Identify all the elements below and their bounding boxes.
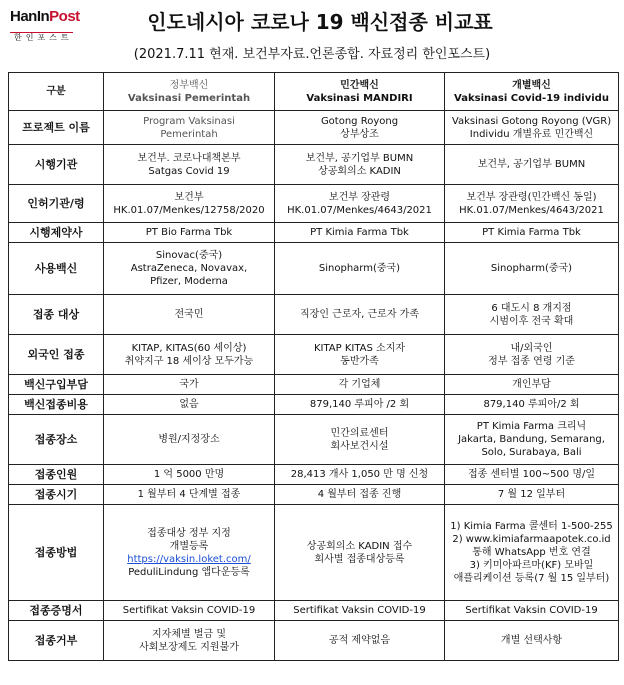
cell: 접종 센터별 100~500 명/일 [445,465,619,485]
header-individual-ko: 개별백신 [512,79,551,91]
cell-line: 내/외국인 [510,342,553,354]
table-row [9,465,619,485]
cell [275,185,445,223]
row-label-timing: 접종시기 [9,485,104,505]
cell: 각 기업체 [275,375,445,395]
page-subtitle: (2021.7.11 현재. 보건부자료.언론종합. 자료정리 한인포스트) [133,47,491,62]
cell-line: Jakarta, Bandung, Semarang, [458,434,605,445]
row-label-program: 프로젝트 이름 [9,111,104,145]
table-row [9,243,619,295]
cell: 879,140 루피아 /2 회 [275,395,445,415]
cell [275,145,445,185]
table-row [9,485,619,505]
hanin-post-logo [10,8,110,42]
cell-line: 민간의료센터 [330,427,389,439]
cell-line: Program Vaksinasi [143,115,235,127]
row-label-target: 접종 대상 [9,295,104,335]
header-government-vaccine [104,73,275,111]
table-row [9,601,619,621]
header-government-id: Vaksinasi Pemerintah [127,92,251,104]
cell-line: 동반가족 [340,355,379,367]
logo-text-b: Post [49,8,80,25]
cell-line: 2) www.kimiafarmaapotek.co.id [452,534,611,545]
cell: 879,140 루피아/2 회 [445,395,619,415]
row-label-cost: 백신접종비용 [9,395,104,415]
cell-line: 1) Kimia Farma 콜센터 1-500-255 [450,521,613,532]
cell: 개인부담 [445,375,619,395]
cell [104,111,275,145]
table-row [9,111,619,145]
row-label-approval: 인허기관/령 [9,185,104,223]
row-label-foreigner: 외국인 접종 [9,335,104,375]
cell-line: 취약지구 18 세이상 모두가능 [124,355,254,367]
cell: PT Kimia Farma Tbk [275,223,445,243]
cell: 개별 선택사항 [445,621,619,661]
cell [104,335,275,375]
comparison-table [8,72,619,661]
cell-line: Pfizer, Moderna [150,276,228,287]
row-label-certificate: 접종증명서 [9,601,104,621]
header-category: 구분 [9,73,104,111]
cell-line: 회사별 접종대상등록 [314,553,405,565]
cell-line: 회사보건시설 [330,440,389,452]
table-row [9,415,619,465]
cell: 28,413 개사 1,050 만 명 신청 [275,465,445,485]
cell [275,335,445,375]
cell-line: 정부 접종 연령 기준 [488,355,575,367]
cell: PT Kimia Farma Tbk [445,223,619,243]
cell-line: 보건부, 공기업부 BUMN [305,152,414,164]
row-label-vaccine: 사용백신 [9,243,104,295]
cell-line: PT Kimia Farma 크리닉 [476,421,587,432]
cell: 직장인 근로자, 근로자 가족 [275,295,445,335]
cell: Sinopharm(중국) [275,243,445,295]
cell [104,185,275,223]
cell [445,295,619,335]
cell-line: AstraZeneca, Novavax, [130,263,248,274]
cell: 7 월 12 일부터 [445,485,619,505]
cell [275,111,445,145]
cell: 병원/지정장소 [104,415,275,465]
cell [104,505,275,601]
cell-line: PeduliLindung 앱다운등록 [128,566,250,578]
cell: Sinopharm(중국) [445,243,619,295]
cell: Sertifikat Vaksin COVID-19 [445,601,619,621]
table-header-row [9,73,619,111]
cell [275,415,445,465]
cell [104,243,275,295]
cell [445,505,619,601]
table-row [9,145,619,185]
row-label-people: 접종인원 [9,465,104,485]
header-private-id: Vaksinasi MANDIRI [306,92,413,104]
row-label-place: 접종장소 [9,415,104,465]
cell: 없음 [104,395,275,415]
table-row [9,223,619,243]
table-row [9,395,619,415]
table-row [9,621,619,661]
cell-line: HK.01.07/Menkes/4643/2021 [459,204,604,216]
cell: Sertifikat Vaksin COVID-19 [275,601,445,621]
cell: 1 억 5000 만명 [104,465,275,485]
table-row [9,335,619,375]
cell-line: HK.01.07/Menkes/12758/2020 [113,204,265,216]
row-label-agency: 시행기관 [9,145,104,185]
row-label-method: 접종방법 [9,505,104,601]
cell-line: 개별등록 [169,540,209,552]
cell [445,111,619,145]
cell-line: 보건부 장관령(민간백신 동일) [466,191,597,203]
logo-wordmark [10,8,110,25]
cell-line: 상공회의소 KADIN 접수 [306,540,413,552]
table-row [9,505,619,601]
cell-line: 상부상조 [340,128,379,140]
logo-text-a: HanIn [10,8,50,25]
cell-line: KITAP KITAS 소지자 [313,342,406,354]
cell-line: Pemerintah [160,128,218,140]
cell-line: 통해 WhatsApp 번호 연결 [472,547,591,558]
cell-line: Satgas Covid 19 [148,165,230,177]
table-row [9,185,619,223]
header-government-ko: 정부백신 [169,79,209,91]
cell-line: Solo, Surabaya, Bali [481,447,582,458]
table-row [9,375,619,395]
row-label-pharma: 시행제약사 [9,223,104,243]
cell [445,145,619,185]
cell-line: 보건부. 코로나대책본부 [137,152,241,164]
cell-line: 보건부 [174,191,204,203]
cell-line: 애플리케이션 등록(7 월 15 일부터) [453,573,610,584]
cell-line: Gotong Royong [320,115,399,127]
cell: 전국민 [104,295,275,335]
cell-line: Individu 개별유료 민간백신 [469,128,594,140]
cell: 공적 제약없음 [275,621,445,661]
cell-line: HK.01.07/Menkes/4643/2021 [287,204,432,216]
cell-line: 사회보장제도 지원불가 [139,641,239,653]
cell [104,621,275,661]
header-private-ko: 민간백신 [340,79,379,91]
header-individual-vaccine [445,73,619,111]
page-title: 인도네시아 코로나 19 백신접종 비교표 [147,10,493,34]
cell [104,145,275,185]
row-label-payer: 백신구입부담 [9,375,104,395]
cell-line: 접종대상 정부 지정 [147,527,231,539]
cell [445,185,619,223]
cell-line: Vaksinasi Gotong Royong (VGR) [451,115,612,127]
cell-line: 3) 키미아파르마(KF) 모바일 [469,560,594,571]
cell-line: 6 대도시 8 개지점 [491,302,572,314]
cell [275,505,445,601]
header-private-vaccine [275,73,445,111]
cell [445,335,619,375]
cell-line: Sinovac(중국) [155,250,223,261]
header-individual-id: Vaksinasi Covid-19 individu [454,92,609,104]
cell: Sertifikat Vaksin COVID-19 [104,601,275,621]
cell-line: KITAP, KITAS(60 세이상) [131,342,247,354]
table-row [9,295,619,335]
cell [445,415,619,465]
logo-subtext: 한인포스트 [10,32,73,43]
cell: 국가 [104,375,275,395]
cell-line: 상공회의소 KADIN [318,165,401,177]
cell: PT Bio Farma Tbk [104,223,275,243]
cell-line: 시범이후 전국 확대 [489,315,574,327]
cell-line: 지자체별 벌금 및 [152,628,226,640]
cell-line: 보건부 장관령 [328,191,391,203]
cell: 4 월부터 접종 진행 [275,485,445,505]
cell-line: 보건부, 공기업부 BUMN [477,159,586,170]
row-label-refusal: 접종거부 [9,621,104,661]
vaksin-loket-link[interactable]: https://vaksin.loket.com/ [127,553,251,565]
cell: 1 월부터 4 단계별 접종 [104,485,275,505]
